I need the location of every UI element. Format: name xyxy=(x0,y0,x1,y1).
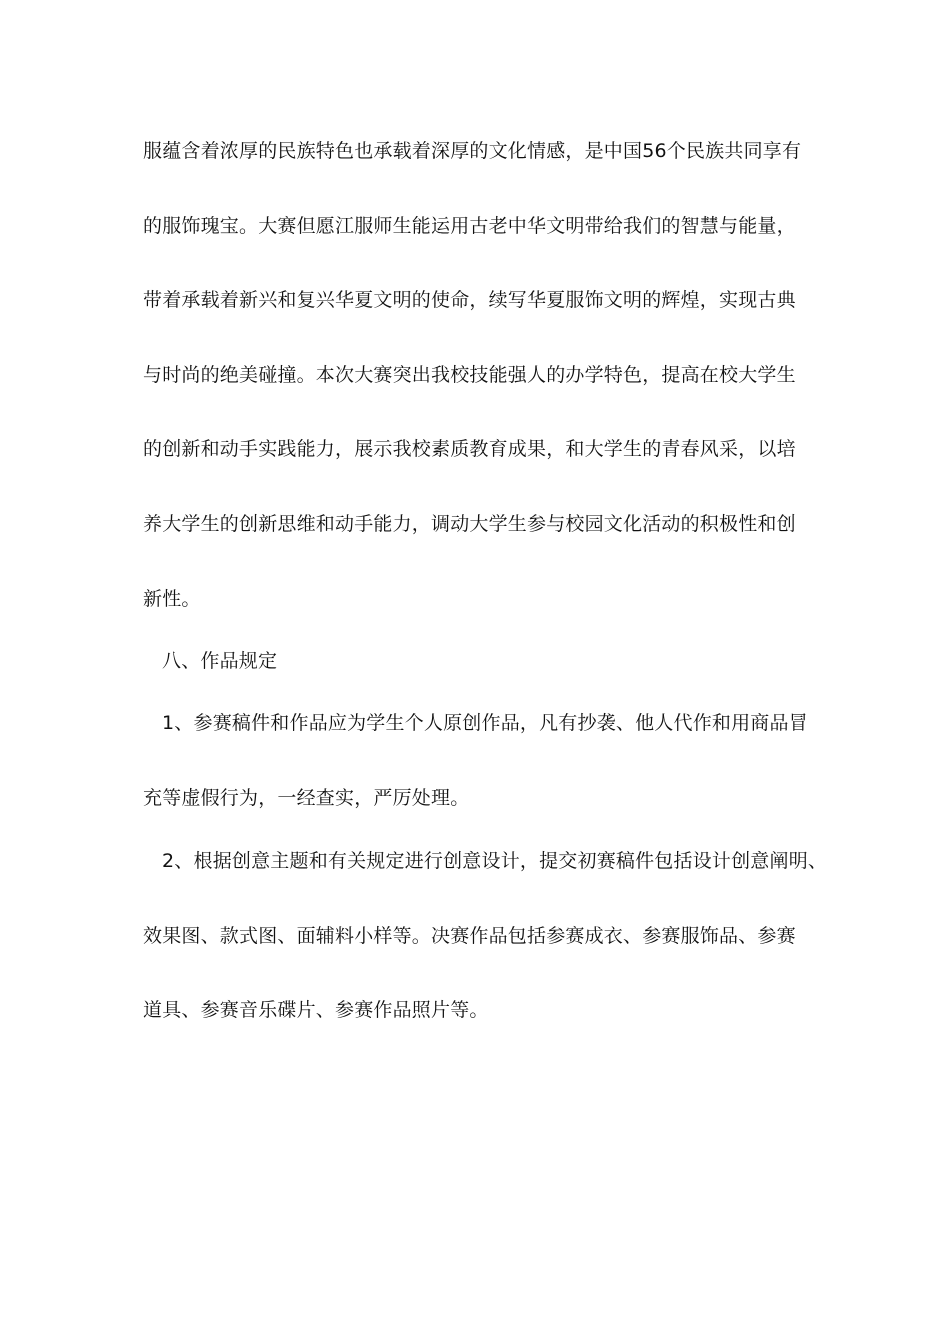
paragraph-line: 的服饰瑰宝。大赛但愿江服师生能运用古老中华文明带给我们的智慧与能量， xyxy=(143,215,796,237)
paragraph-line: 带着承载着新兴和复兴华夏文明的使命，续写华夏服饰文明的辉煌，实现古典 xyxy=(143,289,796,311)
paragraph-line: 服蕴含着浓厚的民族特色也承载着深厚的文化情感，是中国56个民族共同享有 xyxy=(143,140,802,162)
paragraph-line: 的创新和动手实践能力，展示我校素质教育成果，和大学生的青春风采，以培 xyxy=(143,438,796,460)
list-item-line: 道具、参赛音乐碟片、参赛作品照片等。 xyxy=(143,999,489,1021)
paragraph-line: 养大学生的创新思维和动手能力，调动大学生参与校园文化活动的积极性和创 xyxy=(143,513,796,535)
list-item-line: 1、参赛稿件和作品应为学生个人原创作品，凡有抄袭、他人代作和用商品冒 xyxy=(162,712,808,734)
section-heading: 八、作品规定 xyxy=(162,650,278,672)
paragraph-line: 新性。 xyxy=(143,588,201,610)
list-item-line: 充等虚假行为，一经查实，严厉处理。 xyxy=(143,787,470,809)
list-item-line: 效果图、款式图、面辅料小样等。决赛作品包括参赛成衣、参赛服饰品、参赛 xyxy=(143,925,796,947)
list-item-line: 2、根据创意主题和有关规定进行创意设计，提交初赛稿件包括设计创意阐明、 xyxy=(162,850,828,872)
paragraph-line: 与时尚的绝美碰撞。本次大赛突出我校技能强人的办学特色，提高在校大学生 xyxy=(143,364,796,386)
